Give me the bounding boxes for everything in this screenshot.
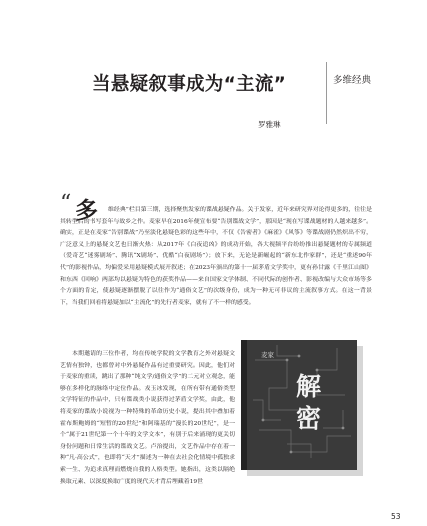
cover-author-name: 麦家 xyxy=(261,351,274,359)
column-divider xyxy=(326,62,327,124)
opening-quote-mark: “ xyxy=(60,191,72,216)
book-cover-image xyxy=(241,340,357,470)
drop-cap: 多 xyxy=(75,197,98,224)
body-paragraph-2: 本期邀请的三位作者，均在传统学院的文学教育之外对悬疑文艺情有独钟，也都曾对中外悬疑作品有过重要研究。因此，他们对于麦家的重读，跳出了那种“纯文学/通俗文学”的二元对立观念，能够在多样化的脉络中定位作品。戎玉冰发现，在所有带有通俗类型文学特征的作品中，只有谍战类小说获得过茅盾文学奖，由此，他将麦家的谍战小说视为一种特殊的革命历史小说，提出其中叠加着霍布斯鲍姆的“短暂的20世纪”和阿瑞基的“漫长的20世纪”，是一个“属于21世纪第一个十年的文学文本”，有别于后来涌现的更关切身份问题和日常生活的谍战文艺。卢治提出，文艺作品中存在着一种“凡·高公式”，也即将“天才”描述为一种在去社会化情境中孤独求索一生、为追求真理而燃烧自我的人格类型。她指出，这类以隔绝换取元素、以深度换取广度的现代天才背后埋藏着19世 xyxy=(60,351,235,485)
body-paragraph-1: 维经典”栏目第三期，选择聚焦发家的谍战悬疑作品。关于发家，近年来研究界对论得更多的，往往是其转型后的书写套年与故乡之作。麦家早在2016年便宣布要“告别谍战文学”，那因是“现在写谍战题材的人越来越多”。确实，正是在麦家“告别谍战”乃至淡化悬疑色彩的这些年中，不仅《告密者》《麻雀》《风筝》等谍战剧仍然炽出不穷，广泛意义上的悬疑文艺也日渐火热：从2017年《白夜追凶》的成功开始，各大视频平台纷纷推出悬疑题材的专属频道（爱奇艺“迷雾剧场”、腾讯“X剧场”、优酷“白夜剧场”）；放下来，无论是新崛起的“新东北作家群”，还是“重述90年代”的影视作品，均偏爱采用悬疑模式展开叙述；在2023年颁出的第十一届茅盾文学奖中，更有孙甘露《千里江山图》和东西《回响》两部均以悬疑为特色的获奖作品——来自国家文学体制、不同代际的创作者、影视改编与大众市场等多个方面的肯定，使悬疑逐渐摆脱了以往作为“通俗文艺”的次级身份，成为一种无可非议的主流叙事方式。在这一背景下，当我们回看将悬疑加以“主流化”的先行者麦家，就有了不一样的感受。 xyxy=(60,207,372,306)
article-title: 当悬疑叙事成为“主流” xyxy=(92,74,287,95)
page-number: 53 xyxy=(391,512,401,521)
article-author: 罗雅琳 xyxy=(258,120,281,129)
cover-title-second-char: 密 xyxy=(296,404,322,433)
cover-title-first-char: 解 xyxy=(296,372,322,401)
column-name: 多维经典 xyxy=(333,75,372,86)
